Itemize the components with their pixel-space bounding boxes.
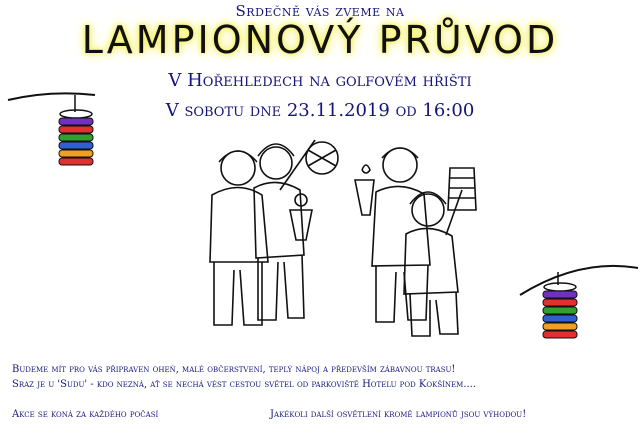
lantern-right-icon <box>520 266 638 338</box>
details-line-meeting-point: Sraz je u 'Sudu' - kdo nezná, ať se nechá vést cestou světel od parkoviště Hotelu pod Kokšínem.... <box>12 379 477 390</box>
invitation-header: Srdečně vás zveme na <box>235 2 405 20</box>
children-left-icon <box>210 140 338 325</box>
details-line-fire: Budeme mít pro vás připraven oheň, malé občerstvení, teplý nápoj a především zábavnou trasu! <box>12 364 456 375</box>
weather-note: Akce se koná za každého počasí <box>12 409 159 420</box>
event-title: LAMPIONOVÝ PRŮVOD <box>81 18 559 62</box>
event-location: V Hořehledech na golfovém hřišti <box>168 70 472 91</box>
event-date: V sobotu dne 23.11.2019 od 16:00 <box>165 100 475 121</box>
lights-note: Jakékoli další osvětlení kromě lampionů jsou výhodou! <box>270 409 527 420</box>
lantern-left-icon <box>8 93 95 165</box>
children-right-icon <box>355 148 476 336</box>
